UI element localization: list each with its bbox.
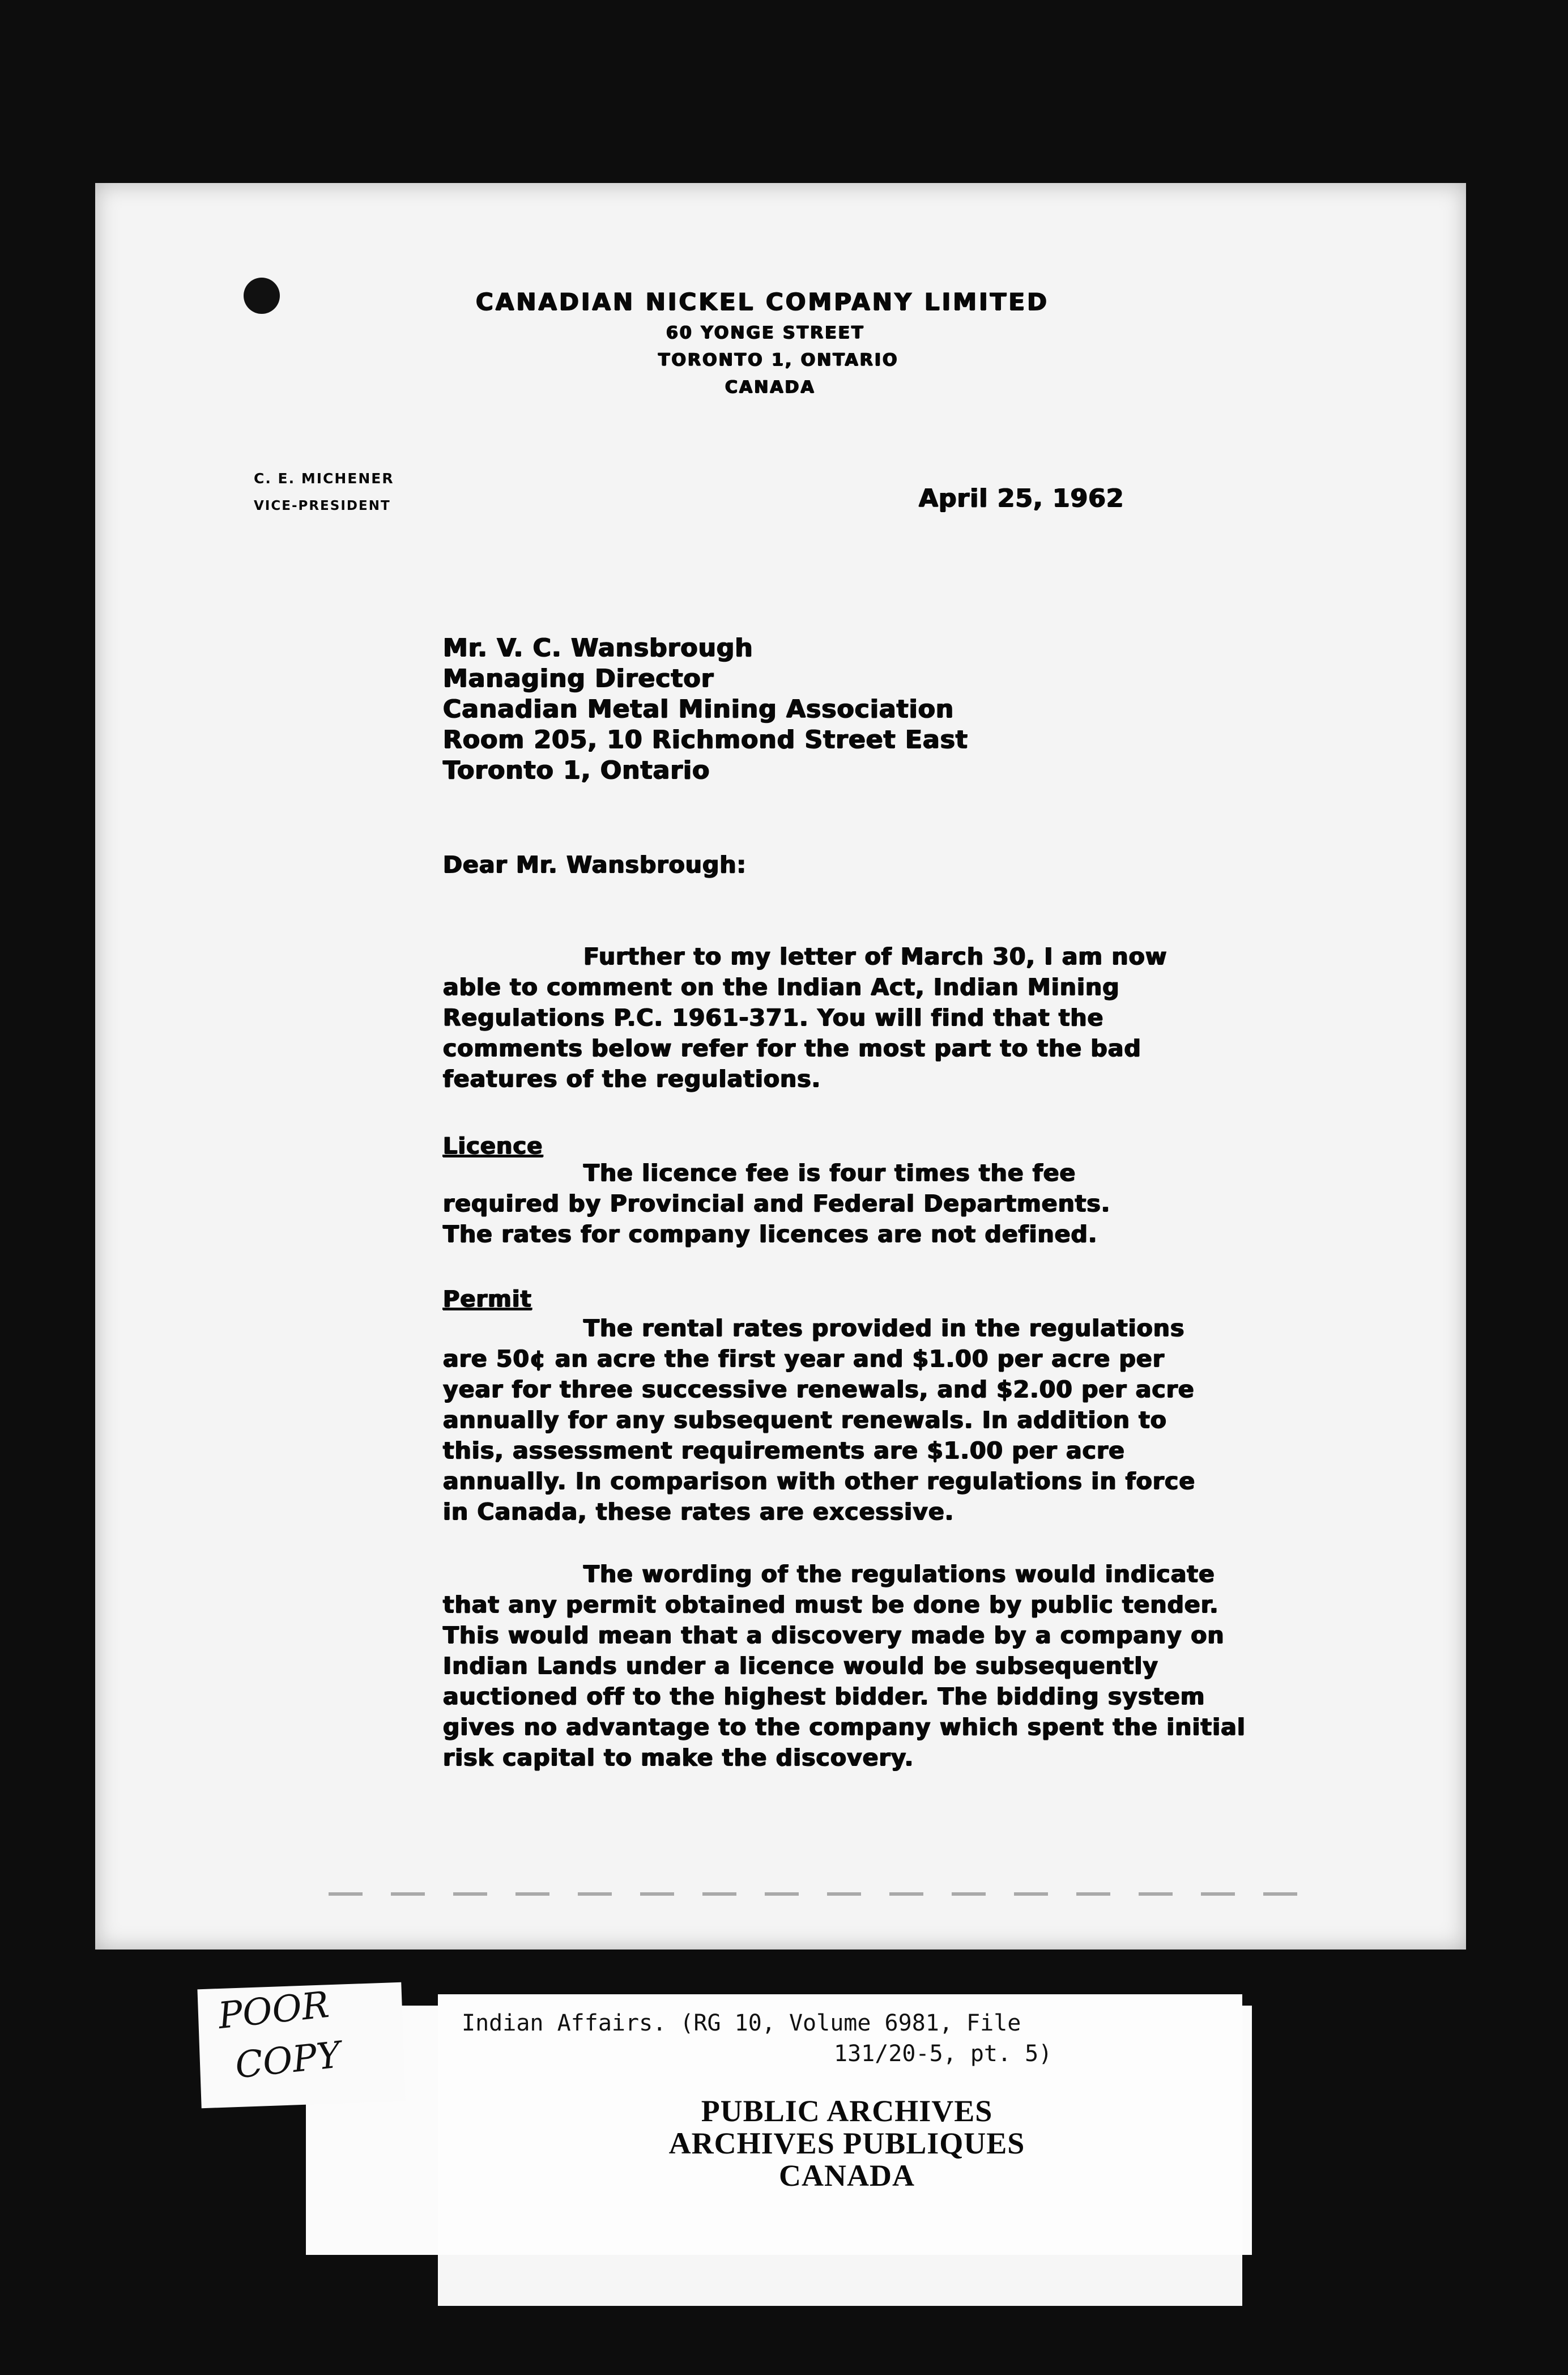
company-street: 60 YONGE STREET	[666, 323, 865, 343]
recipient-line: Mr. V. C. Wansbrough	[443, 633, 753, 662]
archives-country: CANADA	[779, 2159, 915, 2193]
intro-line: features of the regulations.	[443, 1065, 821, 1092]
permit-line: annually. In comparison with other regulations in force	[443, 1467, 1196, 1495]
permit-heading: Permit	[443, 1286, 532, 1312]
permit-line: in Canada, these rates are excessive.	[443, 1498, 955, 1525]
tender-line: gives no advantage to the company which spent the initial	[443, 1713, 1246, 1740]
licence-line: required by Provincial and Federal Departments.	[443, 1190, 1111, 1217]
handwritten-poor: POOR	[216, 1984, 331, 2038]
intro-line: able to comment on the Indian Act, Indian Mining	[443, 973, 1120, 1001]
licence-line: The licence fee is four times the fee	[583, 1159, 1076, 1186]
letter-date: April 25, 1962	[919, 484, 1124, 513]
archives-french: ARCHIVES PUBLIQUES	[668, 2126, 1025, 2160]
archives-english: PUBLIC ARCHIVES	[701, 2094, 993, 2128]
recipient-line: Toronto 1, Ontario	[443, 756, 710, 785]
salutation: Dear Mr. Wansbrough:	[443, 851, 747, 878]
archive-reference-line-1: Indian Affairs. (RG 10, Volume 6981, File	[462, 2010, 1021, 2036]
archive-label-lower	[438, 2255, 1242, 2306]
tender-line: The wording of the regulations would indicate	[583, 1560, 1215, 1587]
tender-line: that any permit obtained must be done by public tender.	[443, 1591, 1219, 1618]
tender-line: auctioned off to the highest bidder. The bidding system	[443, 1683, 1205, 1710]
permit-line: The rental rates provided in the regulations	[583, 1314, 1185, 1342]
recipient-line: Canadian Metal Mining Association	[443, 695, 955, 723]
punch-hole	[244, 278, 280, 314]
company-city: TORONTO 1, ONTARIO	[658, 350, 899, 370]
company-country: CANADA	[725, 377, 816, 397]
recipient-line: Managing Director	[443, 664, 714, 693]
sender-title: VICE-PRESIDENT	[254, 499, 391, 513]
recipient-line: Room 205, 10 Richmond Street East	[443, 725, 968, 754]
licence-heading: Licence	[443, 1133, 543, 1159]
handwritten-copy: COPY	[233, 2034, 343, 2087]
company-name: CANADIAN NICKEL COMPANY LIMITED	[476, 288, 1049, 316]
intro-line: Regulations P.C. 1961-371. You will find that the	[443, 1004, 1104, 1031]
intro-line: Further to my letter of March 30, I am now	[583, 943, 1168, 970]
licence-line: The rates for company licences are not defined.	[443, 1220, 1098, 1248]
tender-line: risk capital to make the discovery.	[443, 1744, 914, 1771]
permit-line: year for three successive renewals, and $2.00 per acre	[443, 1376, 1195, 1403]
permit-line: annually for any subsequent renewals. In addition to	[443, 1406, 1167, 1433]
sender-name: C. E. MICHENER	[254, 470, 394, 487]
tender-line: Indian Lands under a licence would be subsequently	[443, 1652, 1159, 1679]
archive-reference-line-2: 131/20-5, pt. 5)	[834, 2041, 1053, 2067]
permit-line: are 50¢ an acre the first year and $1.00 per acre per	[443, 1345, 1165, 1372]
tender-line: This would mean that a discovery made by a company on	[443, 1621, 1225, 1649]
permit-line: this, assessment requirements are $1.00 per acre	[443, 1437, 1125, 1464]
intro-line: comments below refer for the most part to the bad	[443, 1035, 1141, 1062]
page-bottom-marks	[329, 1892, 1303, 1896]
